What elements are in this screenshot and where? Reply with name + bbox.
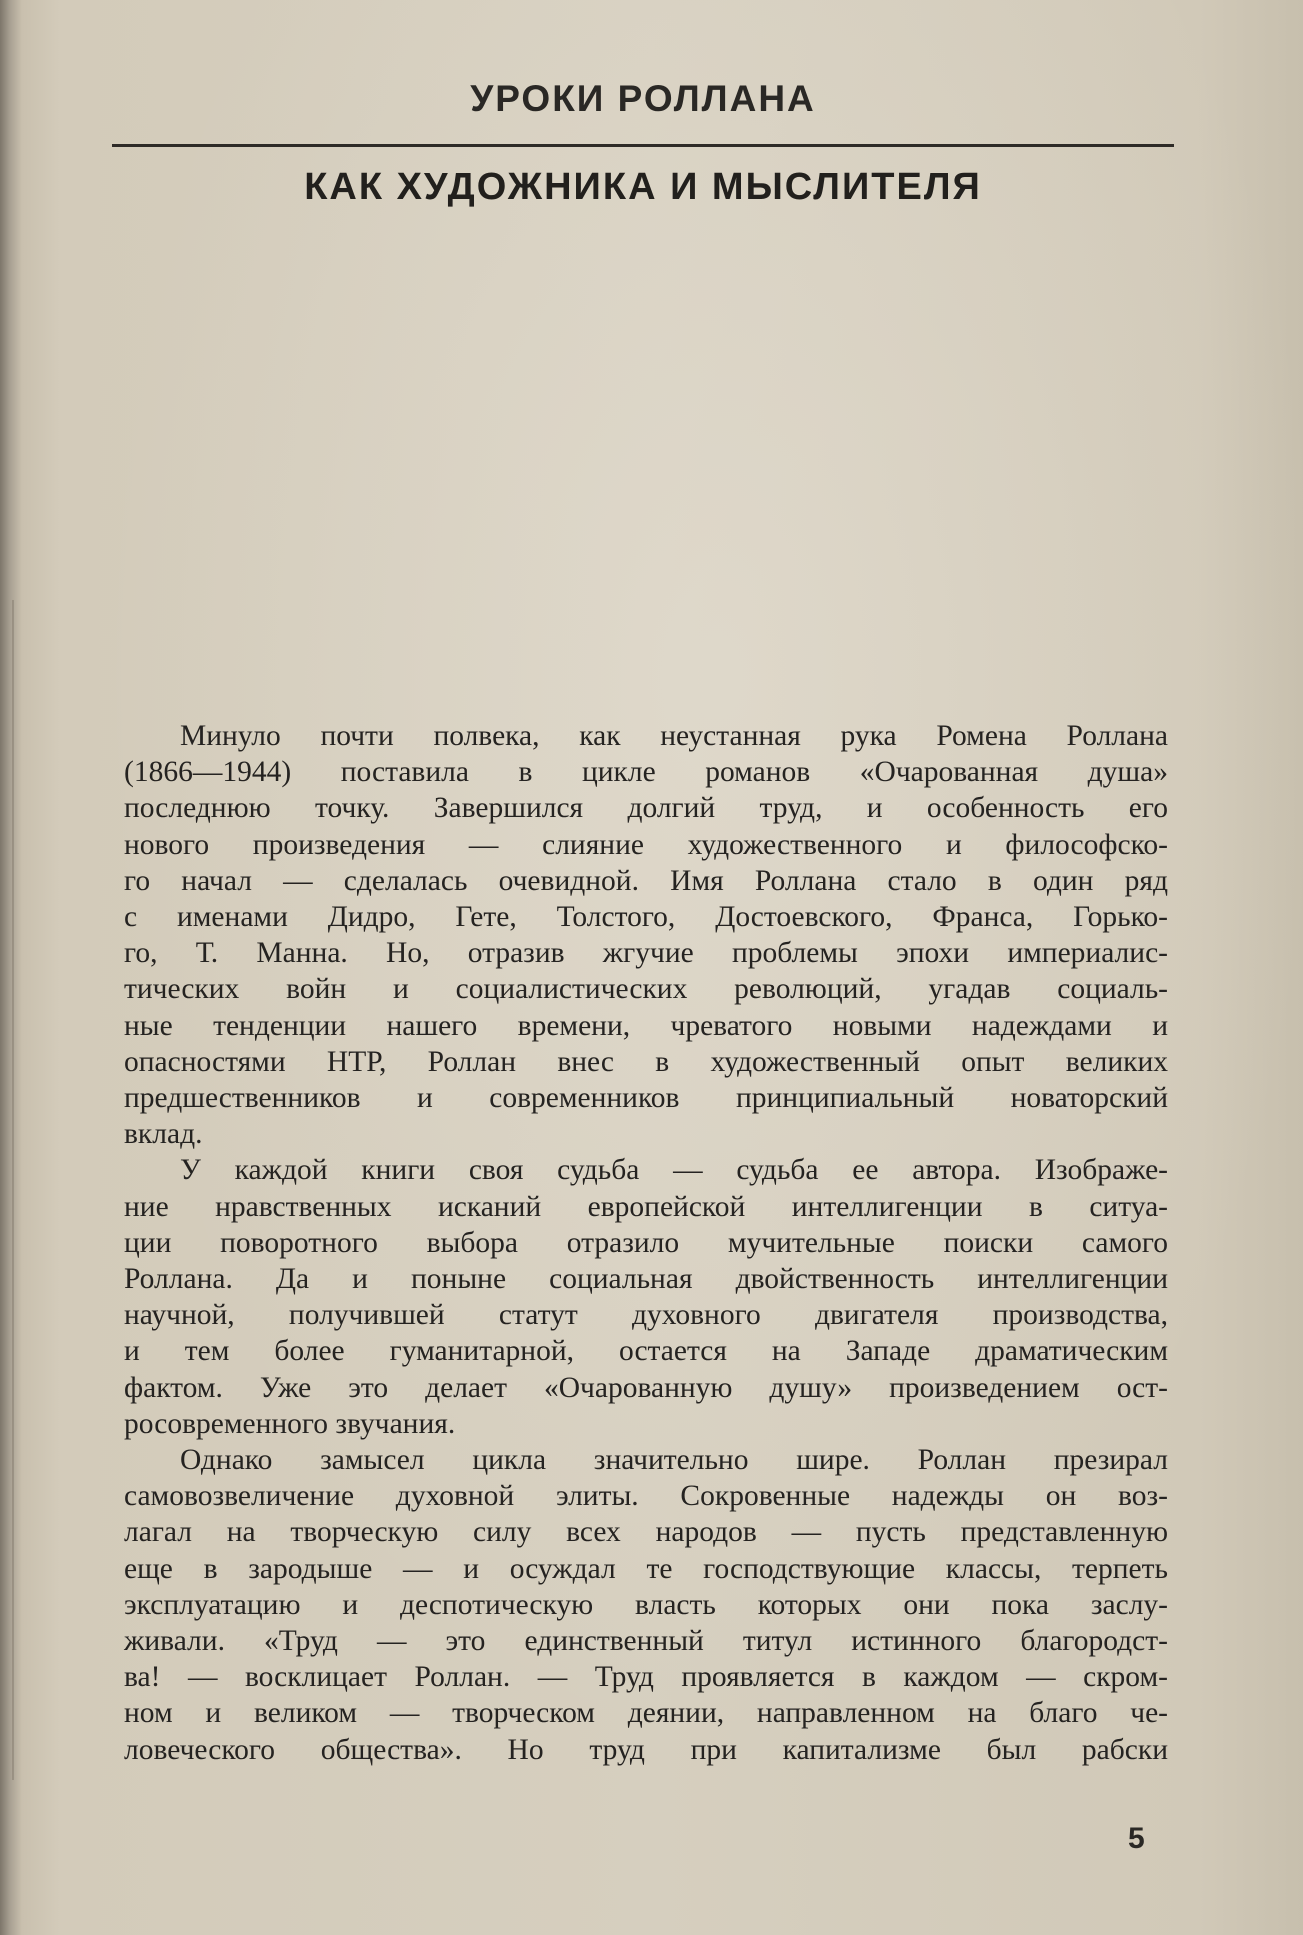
page-gutter-shadow xyxy=(12,600,14,1780)
text-line: с именами Дидро, Гете, Толстого, Достоевского, Франса, Горько- xyxy=(124,901,1168,934)
text-line: ные тенденции нашего времени, чреватого новыми надеждами и xyxy=(124,1009,1168,1042)
text-line: нового произведения — слияние художественного и философско- xyxy=(124,828,1168,861)
text-line: лагал на творческую силу всех народов — пусть представленную xyxy=(124,1516,1168,1549)
text-line: ном и великом — творческом деянии, направленном на благо че- xyxy=(124,1697,1168,1730)
text-line: ловеческого общества». Но труд при капитализме был рабски xyxy=(124,1733,1168,1766)
text-line: тических войн и социалистических революций, угадав социаль- xyxy=(124,973,1168,1006)
text-line: ние нравственных исканий европейской интеллигенции в ситуа- xyxy=(124,1190,1168,1223)
page-number: 5 xyxy=(1128,1822,1145,1855)
text-line: научной, получившей статут духовного двигателя производства, xyxy=(124,1299,1168,1332)
body-text xyxy=(124,718,1168,1768)
text-line: опасностями НТР, Роллан внес в художественный опыт великих xyxy=(124,1045,1168,1078)
text-line: последнюю точку. Завершился долгий труд, и особенность его xyxy=(124,792,1168,825)
text-line: еще в зародыше — и осуждал те господствующие классы, терпеть xyxy=(124,1552,1168,1585)
text-line: и тем более гуманитарной, остается на Западе драматическим xyxy=(124,1335,1168,1368)
paragraph-1 xyxy=(124,718,1168,1152)
chapter-title: КАК ХУДОЖНИКА И МЫСЛИТЕЛЯ xyxy=(304,166,982,208)
text-line: предшественников и современников принципиальный новаторский xyxy=(124,1082,1168,1115)
text-line: го начал — сделалась очевидной. Имя Роллана стало в один ряд xyxy=(124,864,1168,897)
text-line: росовременного звучания. xyxy=(124,1407,456,1440)
text-line: Однако замысел цикла значительно шире. Роллан презирал xyxy=(180,1444,1168,1477)
text-line: фактом. Уже это делает «Очарованную душу» произведением ост- xyxy=(124,1371,1168,1404)
running-title: УРОКИ РОЛЛАНА xyxy=(470,78,816,119)
text-line: Минуло почти полвека, как неустанная рука Ромена Роллана xyxy=(180,720,1168,752)
text-line: Роллана. Да и поныне социальная двойственность интеллигенции xyxy=(124,1263,1168,1296)
text-line: самовозвеличение духовной элиты. Сокровенные надежды он воз- xyxy=(124,1480,1168,1513)
paragraph-3 xyxy=(124,1442,1168,1768)
text-line: го, Т. Манна. Но, отразив жгучие проблемы эпохи империалис- xyxy=(124,937,1168,970)
text-line: живали. «Труд — это единственный титул истинного благородст- xyxy=(124,1625,1168,1658)
text-line: эксплуатацию и деспотическую власть которых они пока заслу- xyxy=(124,1588,1168,1621)
text-line: (1866—1944) поставила в цикле романов «Очарованная душа» xyxy=(124,756,1168,789)
header-rule xyxy=(112,144,1174,147)
text-line: ва! — восклицает Роллан. — Труд проявляется в каждом — скром- xyxy=(124,1661,1168,1694)
text-line: У каждой книги своя судьба — судьба ее автора. Изображе- xyxy=(180,1154,1168,1187)
text-line: ции поворотного выбора отразило мучительные поиски самого xyxy=(124,1226,1168,1259)
text-line: вклад. xyxy=(124,1118,203,1151)
paragraph-2 xyxy=(124,1152,1168,1442)
